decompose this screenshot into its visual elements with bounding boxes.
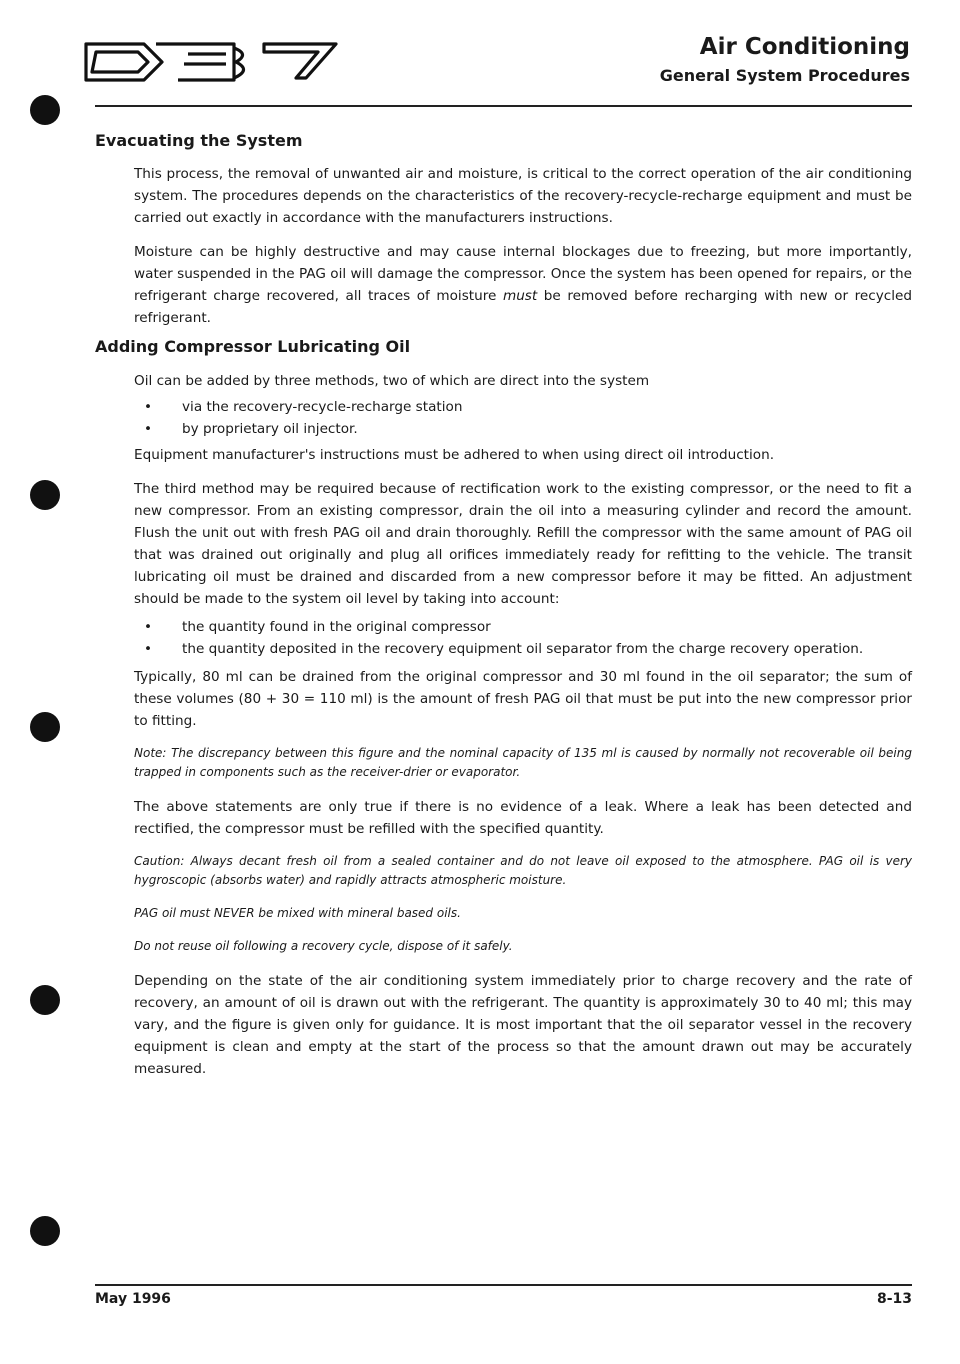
section-evacuating-body <box>134 163 912 341</box>
paragraph: The above statements are only true if there is no evidence of a leak. Where a leak has been detected and rectified, the compressor must be refilled with the specified quantity. <box>134 799 912 837</box>
binder-hole <box>30 1216 60 1246</box>
footer-rule <box>95 1284 912 1286</box>
binder-hole <box>30 95 60 125</box>
paragraph: Equipment manufacturer's instructions must be adhered to when using direct oil introduction. <box>134 447 775 463</box>
bullet-item: • the quantity found in the original compressor <box>144 619 491 635</box>
warning-reuse: Do not reuse oil following a recovery cycle, dispose of it safely. <box>134 939 513 953</box>
paragraph: Oil can be added by three methods, two of which are direct into the system <box>134 373 650 389</box>
warning-mix: PAG oil must NEVER be mixed with mineral based oils. <box>134 906 461 920</box>
paragraph: Depending on the state of the air conditioning system immediately prior to charge recovery and the rate of recovery, an amount of oil is drawn out with the refrigerant. The quantity is approximately 30 to 40 ml; this may vary, and the figure is given only for guidance. It is most important that the oil separator vessel in the recovery equipment is clean and empty at the start of the process so that the amount drawn out may be accurately measured. <box>134 973 912 1077</box>
footer-date: May 1996 <box>95 1291 171 1307</box>
paragraph: The third method may be required because of rectification work to the existing compressor, or the need to fit a new compressor. From an existing compressor, drain the oil into a measuring cylinder and record the amount. Flush the unit out with fresh PAG oil and drain thoroughly. Refill the compressor with the same amount of PAG oil that was drained out originally and plug all orifices immediately ready for refitting to the vehicle. The transit lubricating oil must be drained and discarded from a new compressor before it may be fitted. An adjustment should be made to the system oil level by taking into account: <box>134 481 912 607</box>
header-title: Air Conditioning <box>699 34 910 60</box>
bullet-item: • the quantity deposited in the recovery equipment oil separator from the charge recovery operation. <box>144 641 864 657</box>
db7-logo <box>80 38 342 86</box>
header-rule <box>95 105 912 107</box>
bullet-item: • via the recovery-recycle-recharge station <box>144 399 463 415</box>
section-title-evacuating: Evacuating the System <box>95 131 303 150</box>
binder-hole <box>30 712 60 742</box>
note: Note: The discrepancy between this figure and the nominal capacity of 135 ml is caused by normally not recoverable oil being trapped in components such as the receiver-drier or evaporator. <box>134 746 912 779</box>
binder-hole <box>30 985 60 1015</box>
section-title-adding-oil: Adding Compressor Lubricating Oil <box>95 337 411 356</box>
section-adding-oil-body <box>134 370 912 1092</box>
caution: Caution: Always decant fresh oil from a sealed container and do not leave oil exposed to the atmosphere. PAG oil is very hygroscopic (absorbs water) and rapidly attracts atmospheric moisture. <box>134 854 912 887</box>
bullet-item: • by proprietary oil injector. <box>144 421 358 437</box>
header-subtitle: General System Procedures <box>659 66 910 85</box>
binder-hole <box>30 480 60 510</box>
paragraph: Typically, 80 ml can be drained from the original compressor and 30 ml found in the oil separator; the sum of these volumes (80 + 30 = 110 ml) is the amount of fresh PAG oil that must be put into the new compressor prior to fitting. <box>134 669 912 729</box>
emphasis: must <box>502 288 538 304</box>
paragraph: This process, the removal of unwanted air and moisture, is critical to the correct operation of the air conditioning system. The procedures depends on the characteristics of the recovery-recycle-recharge equipment and must be carried out exactly in accordance with the manufacturers instructions. <box>134 166 912 226</box>
paragraph: Moisture can be highly destructive and may cause internal blockages due to freezing, but more importantly, water suspended in the PAG oil will damage the compressor. Once the system has been opened for repairs, or the refrigerant charge recovered, all traces of moisture must be removed before recharging with new or recycled refrigerant. <box>134 244 912 326</box>
page-number: 8-13 <box>876 1291 912 1307</box>
